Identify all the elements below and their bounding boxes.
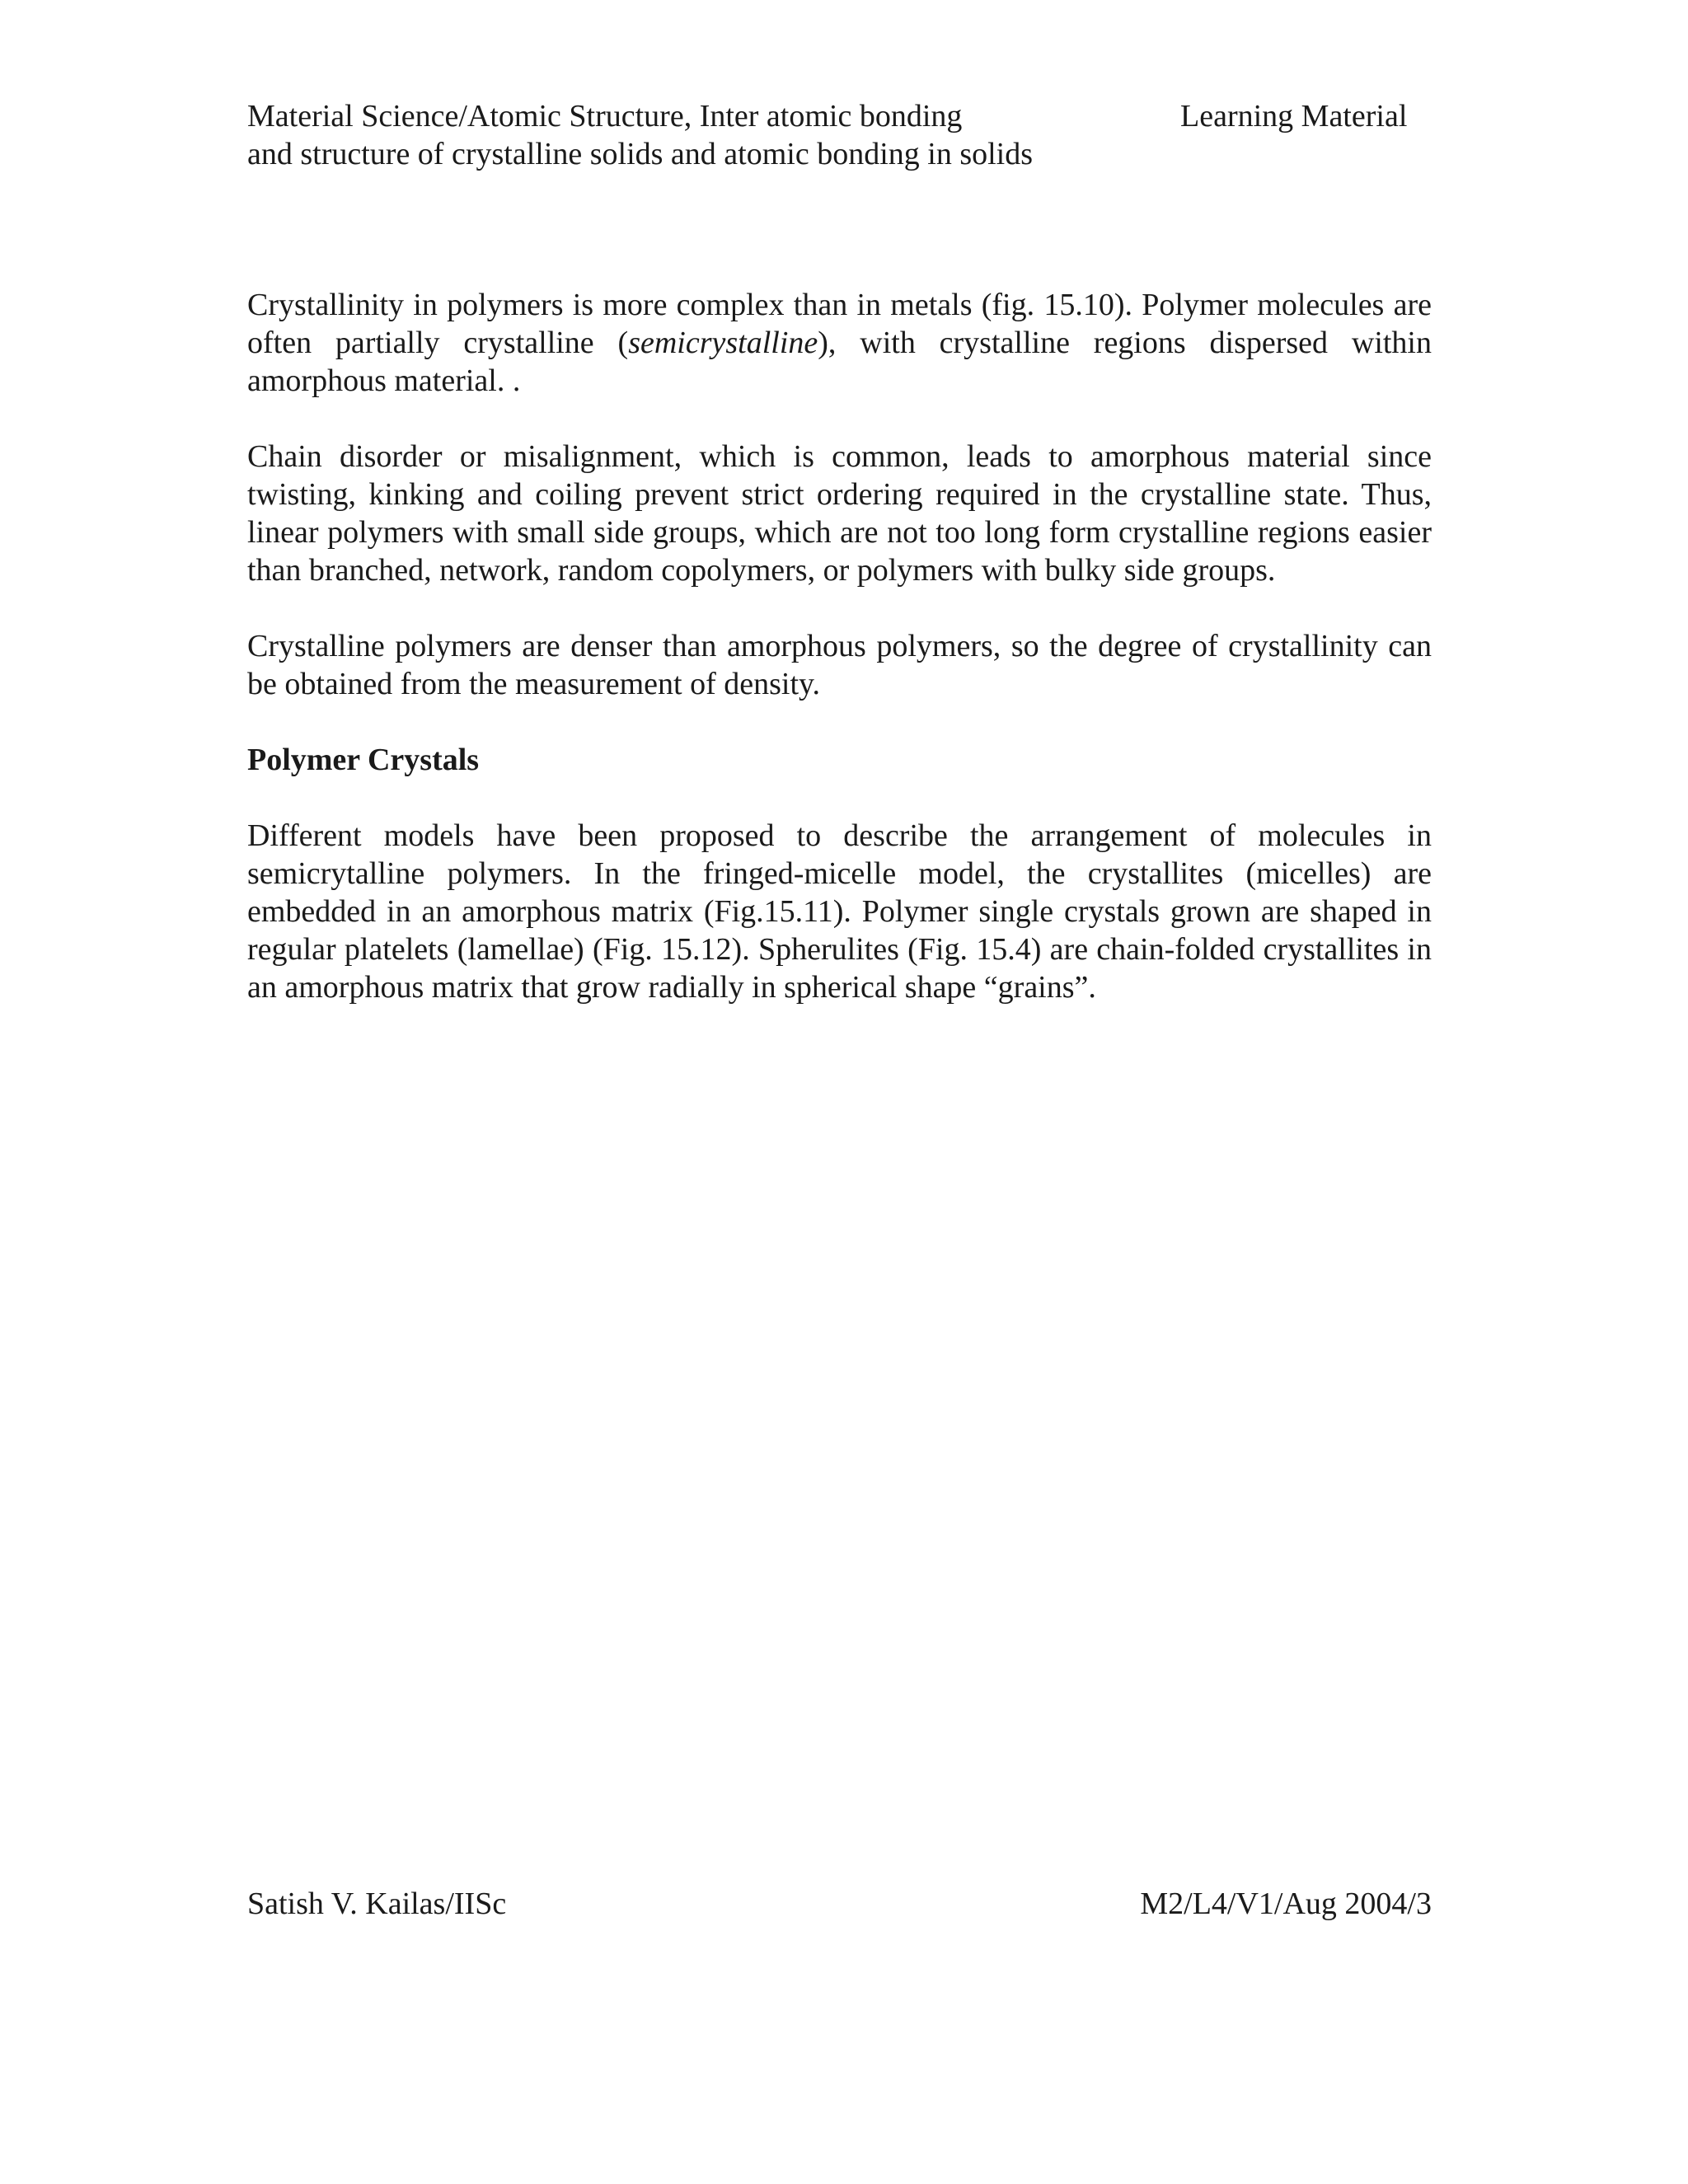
header-title-line-1: Material Science/Atomic Structure, Inter atomic bonding [247,99,963,134]
footer-document-code: M2/L4/V1/Aug 2004/3 [1140,1886,1432,1921]
body-content [247,286,1432,1044]
section-heading-polymer-crystals: Polymer Crystals [247,743,480,777]
paragraph-density: Crystalline polymers are denser than amorphous polymers, so the degree of crystallinity can be obtained from the measurement of density. [247,629,1432,701]
header-label: Learning Material [1180,99,1408,134]
header-title [247,97,1154,173]
paragraph-crystallinity-text-end: ), with crystalline regions dispersed within amorphous material. . [247,326,1432,398]
paragraph-chain-disorder: Chain disorder or misalignment, which is common, leads to amorphous material since twisting, kinking and coiling prevent strict ordering required in the crystalline state. Thus, linear polymers with small side groups, which are not too long form crystalline regions easier than branched, network, random copolymers, or polymers with bulky side groups. [247,439,1432,588]
paragraph-crystallinity [247,286,1432,400]
paragraph-crystallinity-text-start: Crystallinity in polymers is more complex than in metals (fig. 15.10). Polymer molecules are often partially crystalline ( [247,288,1432,360]
semicrystalline-term: semicrystalline [628,326,818,360]
footer-author: Satish V. Kailas/IISc [247,1886,507,1921]
header-title-line-2: and structure of crystalline solids and atomic bonding in solids [247,137,1034,171]
paragraph-models: Different models have been proposed to describe the arrangement of molecules in semicrytalline polymers. In the fringed-micelle model, the crystallites (micelles) are embedded in an amorphous matrix (Fig.15.11). Polymer single crystals grown are shaped in regular platelets (lamellae) (Fig. 15.12). Spherulites (Fig. 15.4) are chain-folded crystallites in an amorphous matrix that grow radially in spherical shape “grains”. [247,818,1432,1005]
